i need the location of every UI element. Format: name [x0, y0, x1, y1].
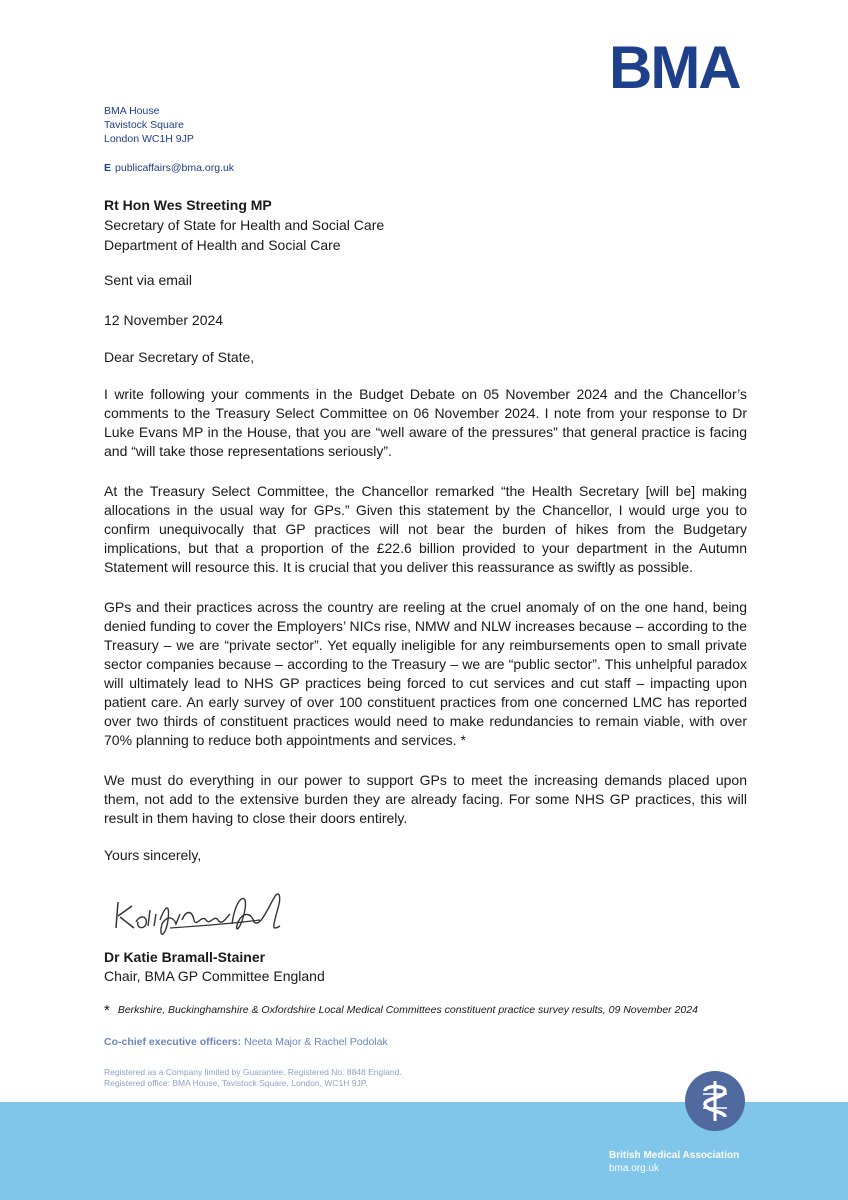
footnote-marker: * — [104, 1002, 110, 1019]
recipient-title: Secretary of State for Health and Social Care — [104, 217, 385, 233]
footnote-text: Berkshire, Buckinghamshire & Oxfordshire Local Medical Committees constituent practice survey results, 09 November 2024 — [117, 1004, 698, 1016]
sender-address — [104, 104, 194, 146]
bma-emblem-icon — [685, 1071, 745, 1131]
executives-label: Co-chief executive officers: — [104, 1036, 242, 1048]
signer-block — [104, 948, 325, 986]
address-line: London WC1H 9JP — [104, 133, 194, 145]
organisation-block — [609, 1149, 739, 1175]
recipient-department: Department of Health and Social Care — [104, 237, 341, 253]
executives-line — [104, 1036, 388, 1048]
body-paragraph: I write following your comments in the Budget Debate on 05 November 2024 and the Chancellor’s comments to the Treasury Select Committee on 06 November 2024. I note from your response to Dr Luke Evans MP in the House, that you are “well aware of the pressures” that general practice is facing and “will take those representations seriously”. — [104, 386, 747, 459]
registration-info — [104, 1067, 402, 1089]
footnote — [104, 1002, 698, 1019]
organisation-website[interactable]: bma.org.uk — [609, 1163, 660, 1174]
address-line: BMA House — [104, 105, 160, 117]
executives-names: Neeta Major & Rachel Podolak — [244, 1036, 388, 1048]
bma-logo: BMA — [609, 34, 740, 101]
registration-line: Registered as a Company limited by Guarantee. Registered No. 8848 England. — [104, 1067, 402, 1077]
address-line: Tavistock Square — [104, 119, 184, 131]
body-paragraph: At the Treasury Select Committee, the Chancellor remarked “the Health Secretary [will be] making allocations in the usual way for GPs.” Given this statement by the Chancellor, I would urge you to confirm unequivocally that GP practices will not bear the burden of hikes from the Budgetary implications, but that a proportion of the £22.6 billion provided to your department in the Autumn Statement will resource this. It is crucial that you deliver this reassurance as swiftly as possible. — [104, 483, 747, 575]
signer-role: Chair, BMA GP Committee England — [104, 968, 325, 984]
sent-via: Sent via email — [104, 272, 192, 288]
body-paragraph: We must do everything in our power to support GPs to meet the increasing demands placed upon them, not add to the extensive burden they are already facing. For some NHS GP practices, this will result in them having to close their doors entirely. — [104, 772, 747, 826]
recipient-name: Rt Hon Wes Streeting MP — [104, 197, 272, 213]
email-address[interactable]: publicaffairs@bma.org.uk — [115, 162, 235, 174]
recipient-block — [104, 195, 384, 255]
letter-date: 12 November 2024 — [104, 312, 224, 328]
body-paragraph: GPs and their practices across the country are reeling at the cruel anomaly of on the one hand, being denied funding to cover the Employers’ NICs rise, NMW and NLW increases because – according to the Treasury – we are “private sector”. Yet equally ineligible for any reimbursements open to small private sector companies because – according to the Treasury – we are “public sector”. This unhelpful paradox will ultimately lead to NHS GP practices being forced to cut services and cut staff – impacting upon patient care. An early survey of over 100 constituent practices from one concerned LMC has reported over two thirds of constituent practices would need to make redundancies to remain viable, with over 70% planning to reduce both appointments and services. * — [104, 599, 747, 748]
salutation: Dear Secretary of State, — [104, 349, 255, 365]
closing: Yours sincerely, — [104, 847, 202, 863]
organisation-name: British Medical Association — [609, 1150, 740, 1161]
sender-email — [104, 162, 234, 174]
signer-name: Dr Katie Bramall-Stainer — [104, 949, 266, 965]
registration-line: Registered office: BMA House, Tavistock Square, London, WC1H 9JP. — [104, 1078, 368, 1088]
handwritten-signature — [110, 884, 300, 944]
email-label: E — [104, 162, 112, 174]
